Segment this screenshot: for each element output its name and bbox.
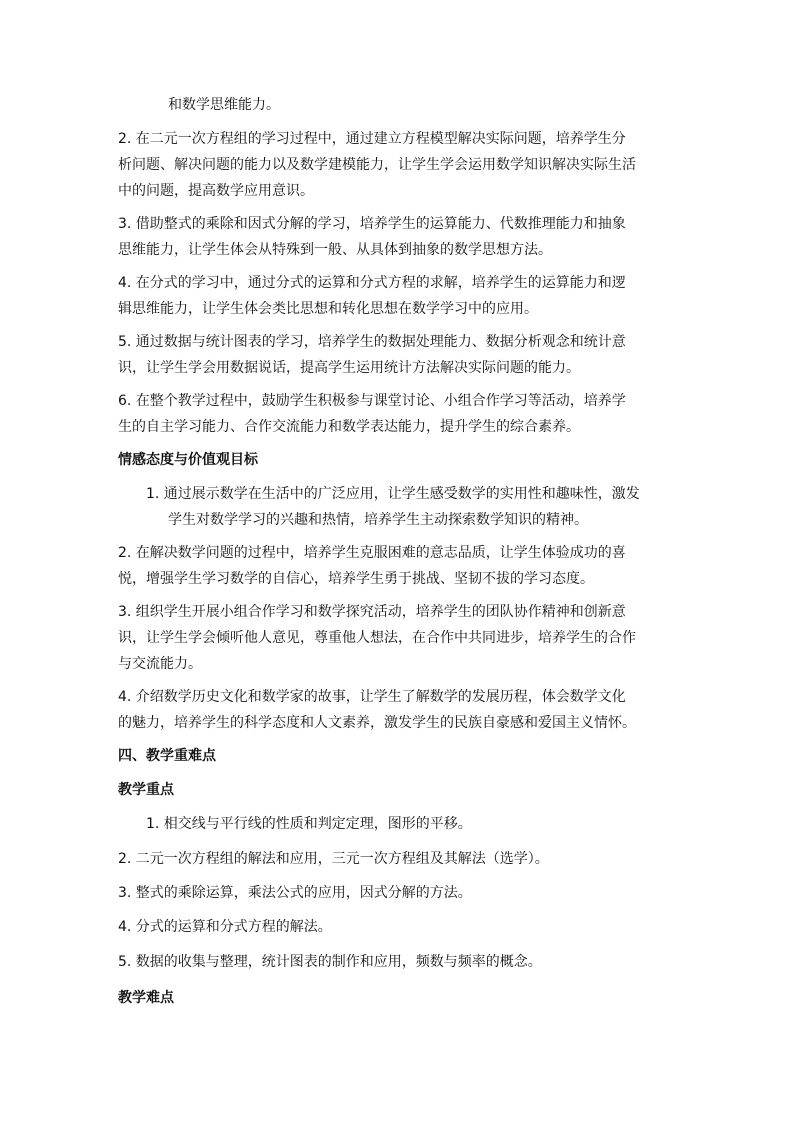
paragraph-line: 3. 借助整式的乘除和因式分解的学习，培养学生的运算能力、代数推理能力和抽象	[118, 216, 626, 232]
list-item: 5. 数据的收集与整理，统计图表的制作和应用，频数与频率的概念。	[118, 954, 542, 970]
paragraph-line: 的魅力，培养学生的科学态度和人文素养，激发学生的民族自豪感和爱国主义情怀。	[118, 715, 636, 731]
paragraph-line: 生的自主学习能力、合作交流能力和数学表达能力，提升学生的综合素养。	[118, 419, 580, 435]
section-heading: 情感态度与价值观目标	[118, 452, 258, 468]
paragraph-line: 5. 通过数据与统计图表的学习，培养学生的数据处理能力、数据分析观念和统计意	[118, 334, 626, 350]
paragraph-line: 中的问题，提高数学应用意识。	[118, 183, 314, 199]
paragraph-line: 1. 通过展示数学在生活中的广泛应用，让学生感受数学的实用性和趣味性，激发	[146, 486, 640, 502]
paragraph-line: 识，让学生学会用数据说话，提高学生运用统计方法解决实际问题的能力。	[118, 360, 580, 376]
paragraph-line: 2. 在解决数学问题的过程中，培养学生克服困难的意志品质，让学生体验成功的喜	[118, 545, 626, 561]
section-heading: 四、教学重难点	[118, 748, 216, 764]
paragraph-line: 学生对数学学习的兴趣和热情，培养学生主动探索数学知识的精神。	[168, 512, 588, 528]
paragraph-line: 3. 组织学生开展小组合作学习和数学探究活动，培养学生的团队协作精神和创新意	[118, 604, 626, 620]
paragraph-line: 和数学思维能力。	[168, 97, 280, 113]
paragraph-line: 2. 在二元一次方程组的学习过程中，通过建立方程模型解决实际问题，培养学生分	[118, 131, 626, 147]
paragraph-line: 辑思维能力，让学生体会类比思想和转化思想在数学学习中的应用。	[118, 301, 538, 317]
paragraph-line: 思维能力，让学生体会从特殊到一般、从具体到抽象的数学思想方法。	[118, 242, 552, 258]
paragraph-line: 识，让学生学会倾听他人意见，尊重他人想法，在合作中共同进步，培养学生的合作	[118, 630, 636, 646]
section-heading: 教学难点	[118, 990, 174, 1006]
list-item: 3. 整式的乘除运算，乘法公式的应用，因式分解的方法。	[118, 885, 472, 901]
paragraph-line: 4. 介绍数学历史文化和数学家的故事，让学生了解数学的发展历程，体会数学文化	[118, 689, 626, 705]
paragraph-line: 悦，增强学生学习数学的自信心，培养学生勇于挑战、坚韧不拔的学习态度。	[118, 571, 594, 587]
list-item: 2. 二元一次方程组的解法和应用，三元一次方程组及其解法（选学）。	[118, 851, 549, 867]
paragraph-line: 6. 在整个教学过程中，鼓励学生积极参与课堂讨论、小组合作学习等活动，培养学	[118, 393, 626, 409]
paragraph-line: 析问题、解决问题的能力以及数学建模能力，让学生学会运用数学知识解决实际生活	[118, 157, 636, 173]
paragraph-line: 4. 在分式的学习中，通过分式的运算和分式方程的求解，培养学生的运算能力和逻	[118, 275, 626, 291]
list-item: 1. 相交线与平行线的性质和判定定理，图形的平移。	[146, 816, 472, 832]
paragraph-line: 与交流能力。	[118, 656, 202, 672]
list-item: 4. 分式的运算和分式方程的解法。	[118, 919, 332, 935]
section-heading: 教学重点	[118, 782, 174, 798]
